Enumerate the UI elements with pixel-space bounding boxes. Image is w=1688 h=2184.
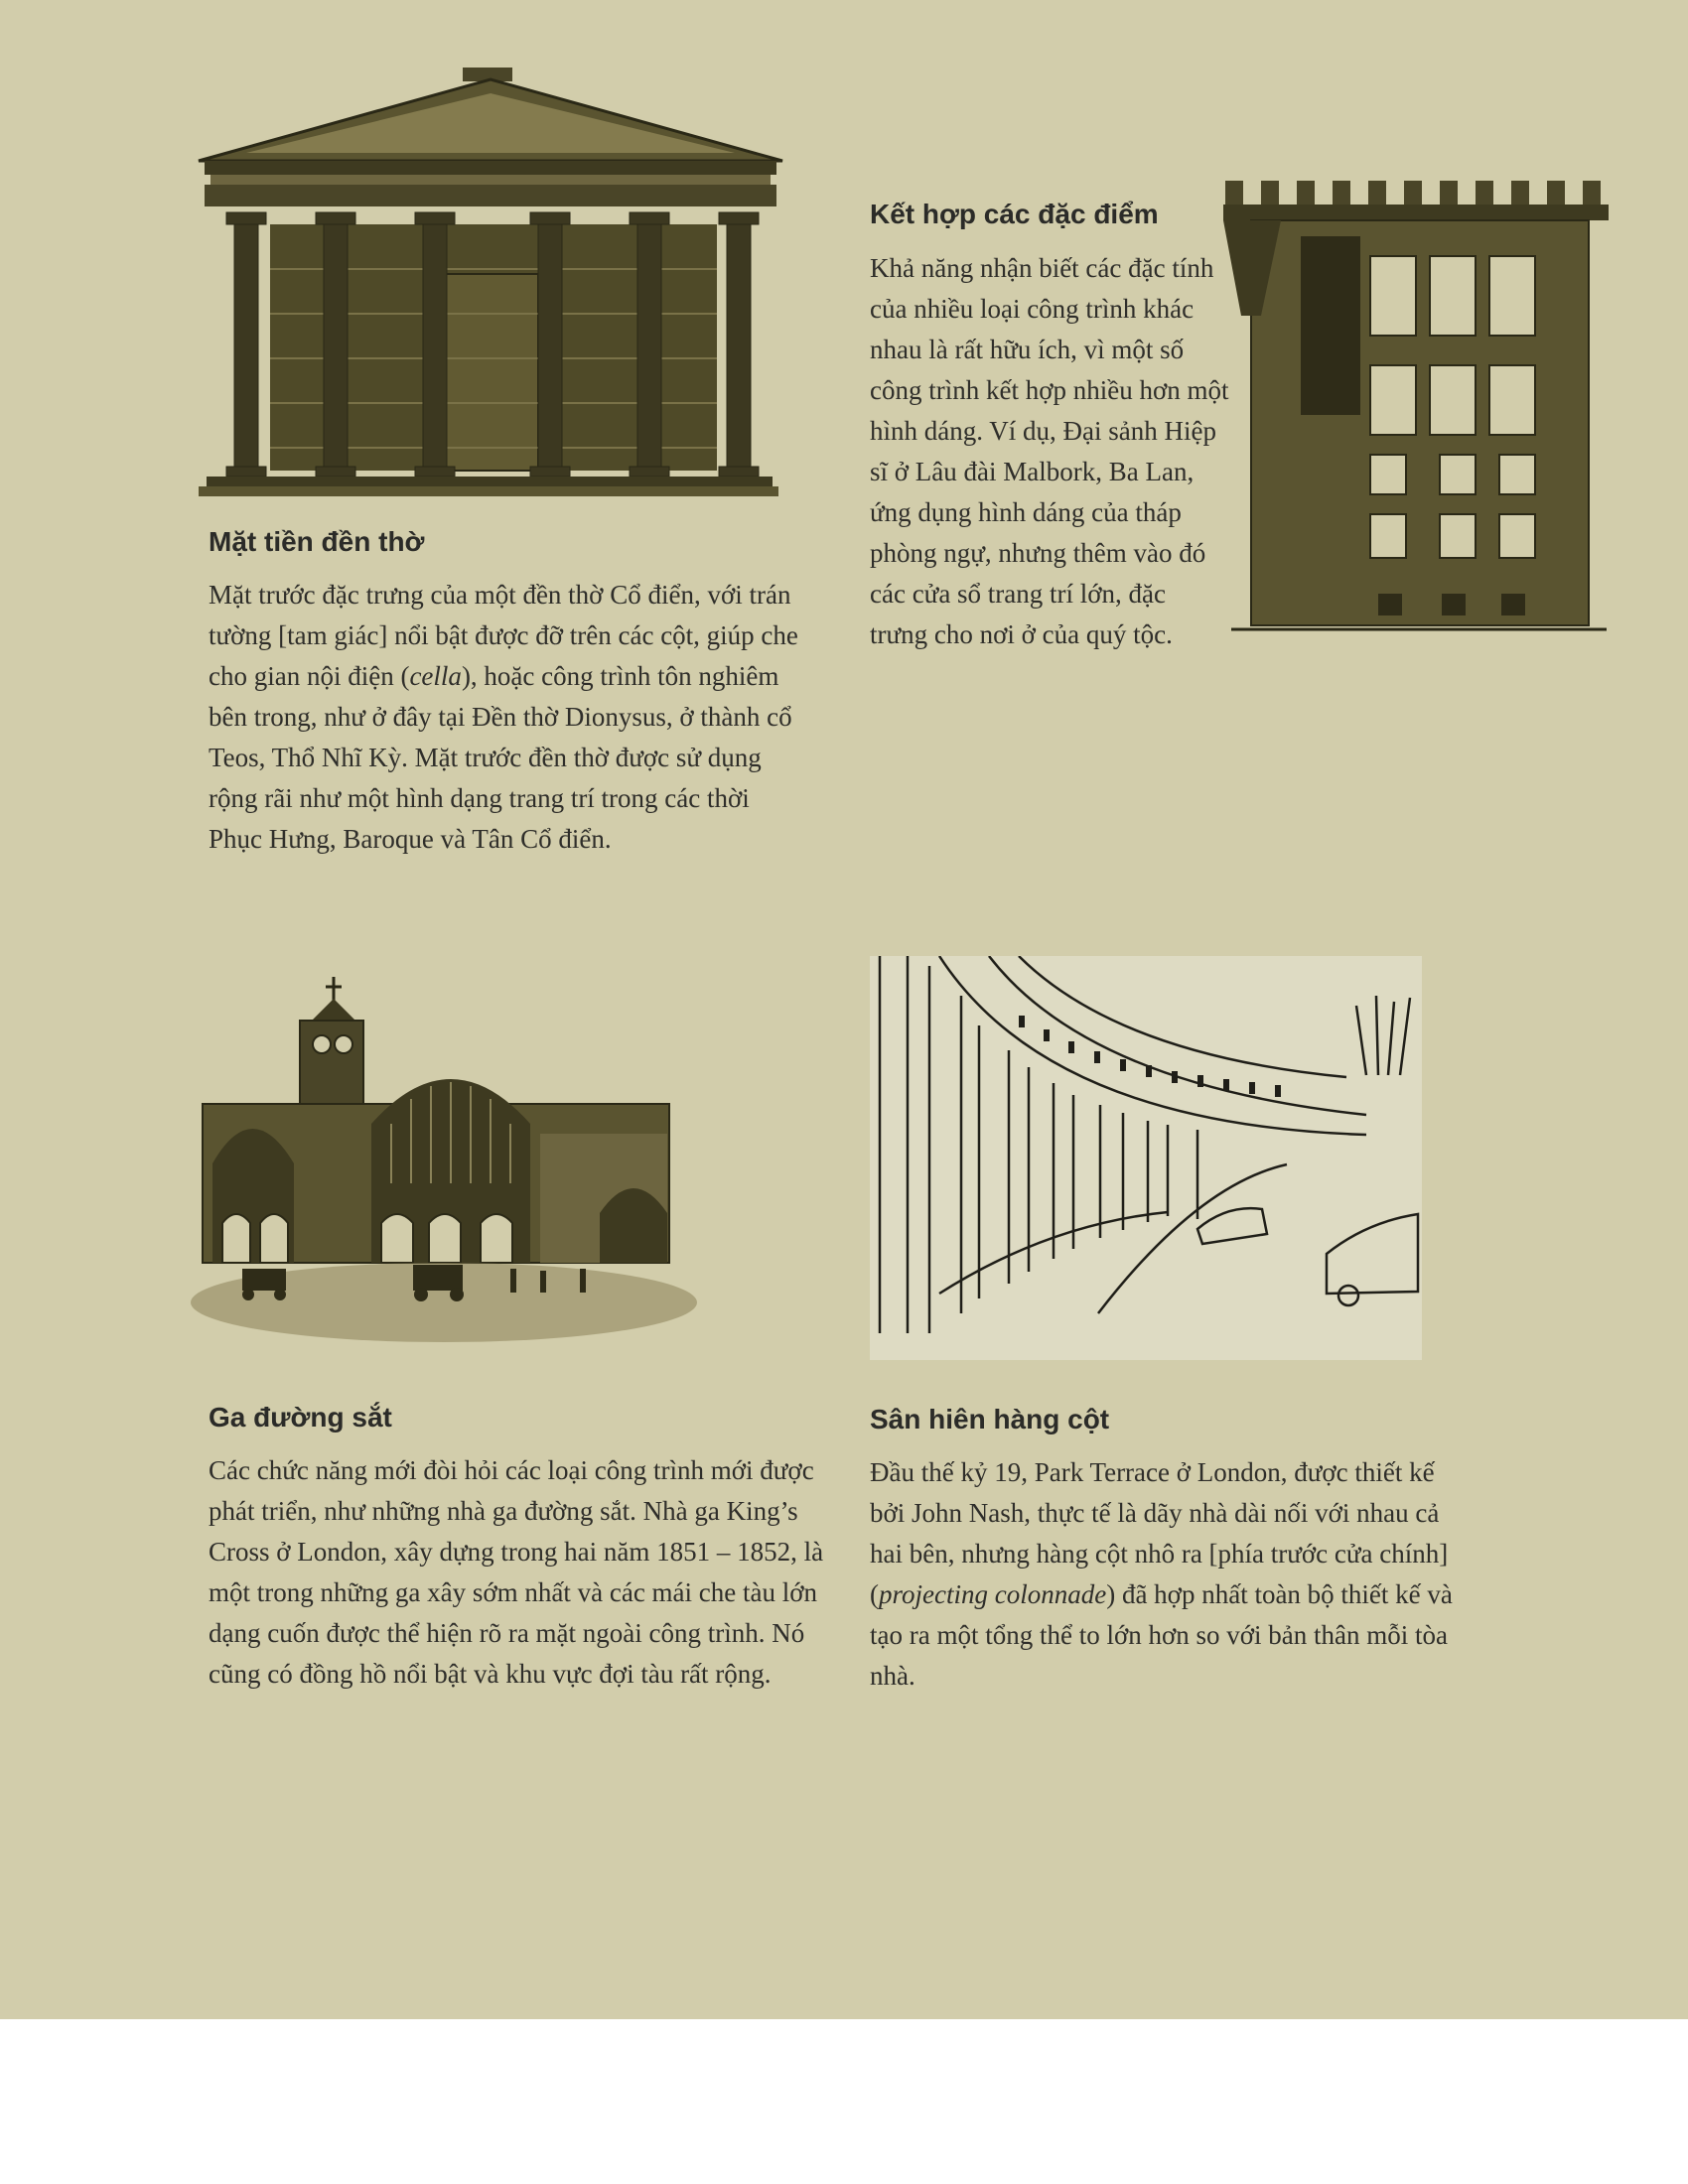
temple-facade-illustration [197,66,784,500]
station-body: Các chức năng mới đòi hỏi các loại công trình mới được phát triển, như những nhà ga đường sắt. Nhà ga King’s Cross ở London, xây dựng trong hai năm 1851 – 1852, là một trong những ga xây sớm nhất và các mái che tàu lớn dạng cuốn được thể hiện rõ ra mặt ngoài công trình. Nó cũng có đồng hồ nổi bật và khu vực đợi tàu rất rộng. [209,1455,824,1689]
castle-tower-illustration [1221,177,1611,637]
combine-body: Khả năng nhận biết các đặc tính của nhiều loại công trình khác nhau là rất hữu ích, vì một số công trình kết hợp nhiều hơn một hình dáng. Ví dụ, Đại sảnh Hiệp sĩ ở Lâu đài Malbork, Ba Lan, ứng dụng hình dáng của tháp phòng ngự, nhưng thêm vào đó các cửa sổ trang trí lớn, đặc trưng cho nơi ở của quý tộc. [870,253,1229,649]
colonnade-heading: Sân hiên hàng cột [870,1404,1110,1434]
railway-station-illustration [183,975,705,1352]
colonnade-terrace-illustration [870,956,1422,1360]
temple-heading: Mặt tiền đền thờ [209,526,425,557]
station-heading: Ga đường sắt [209,1402,392,1433]
combine-heading: Kết hợp các đặc điểm [870,199,1159,229]
temple-body: Mặt trước đặc trưng của một đền thờ Cổ điển, với trán tường [tam giác] nổi bật được đỡ trên các cột, giúp che cho gian nội điện (cella), hoặc công trình tôn nghiêm bên trong, như ở đây tại Đền thờ Dionysus, ở thành cổ Teos, Thổ Nhĩ Kỳ. Mặt trước đền thờ được sử dụng rộng rãi như một hình dạng trang trí trong các thời Phục Hưng, Baroque và Tân Cổ điển. [209,580,798,854]
colonnade-body: Đầu thế kỷ 19, Park Terrace ở London, được thiết kế bởi John Nash, thực tế là dãy nhà dài nối với nhau cả hai bên, nhưng hàng cột nhô ra [phía trước cửa chính] (projecting colonnade) đã hợp nhất toàn bộ thiết kế và tạo ra một tổng thể to lớn hơn so với bản thân mỗi tòa nhà. [870,1457,1453,1691]
